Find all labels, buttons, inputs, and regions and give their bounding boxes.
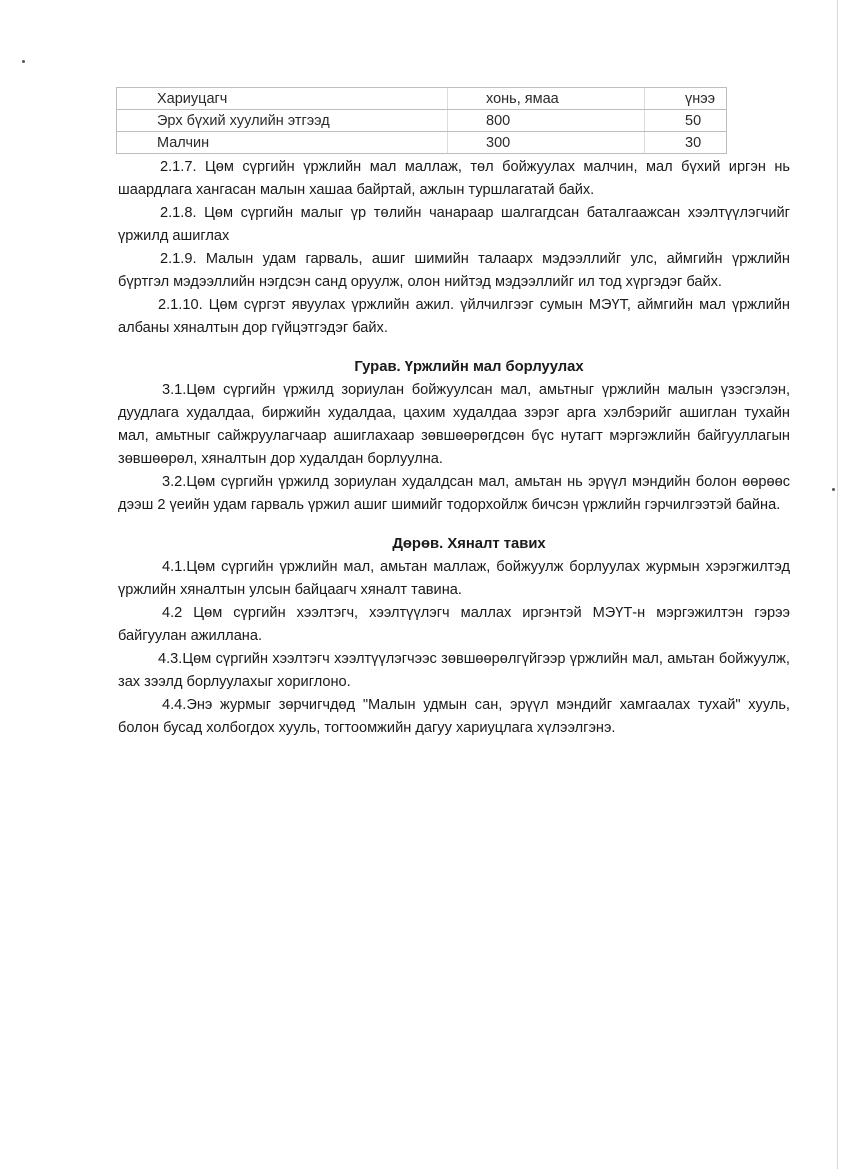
rates-table [116, 87, 727, 154]
table-cell: 30 [645, 132, 727, 154]
table-cell: Малчин [117, 132, 448, 154]
paragraph-3-1: 3.1.Цөм сүргийн үржилд зориулан бойжуулсан мал, амьтныг үржлийн малын үзэсгэлэн, дуудлага худалдаа, биржийн худалдаа, цахим худалдаа зэрэг арга хэлбэрийг ашиглан тухайн мал, амьтныг сайжруулагчаар ашиглахаар зөвшөөрөгдсөн бүс нутагт мэргэжлийн байгууллагын зөвшөөрөл, хяналтын дор худалдан борлуулна. [118, 382, 790, 467]
paragraph-4-2: 4.2 Цөм сүргийн хээлтэгч, хээлтүүлэгч маллах иргэнтэй МЭҮТ-н мэргэжилтэн гэрээ байгуулан ажиллана. [118, 605, 790, 644]
paragraph-4-4: 4.4.Энэ журмыг зөрчигчдөд "Малын удмын сан, эрүүл мэндийг хамгаалах тухай" хууль, болон бусад холбогдох хууль, тогтоомжийн дагуу хариуцлага хүлээлгэнэ. [118, 697, 790, 736]
scan-speck [22, 60, 25, 63]
table-cell: Хариуцагч [117, 88, 448, 110]
table-cell: үнээ [645, 88, 727, 110]
paragraph-4-1: 4.1.Цөм сүргийн үржлийн мал, амьтан маллаж, бойжуулж борлуулах журмын хэрэгжилтэд үржлийн хяналтын улсын байцаагч хяналт тавина. [118, 559, 790, 598]
paragraph-2-1-7: 2.1.7. Цөм сүргийн үржлийн мал маллаж, төл бойжуулах малчин, мал бүхий иргэн нь шаардлага хангасан малын хашаа байртай, ажлын туршлагатай байх. [118, 159, 790, 198]
table-row [117, 110, 727, 132]
table-cell: хонь, ямаа [448, 88, 645, 110]
table-row [117, 88, 727, 110]
paragraph-3-2: 3.2.Цөм сүргийн үржилд зориулан худалдсан мал, амьтан нь эрүүл мэндийн болон өөрөөс дээш 2 үеийн удам гарваль үржил ашиг шимийг тодорхойлж бичсэн үржлийн гэрчилгээтэй байна. [118, 474, 790, 513]
section-3-heading: Гурав. Үржлийн мал борлуулах [354, 359, 584, 375]
table-cell: 800 [448, 110, 645, 132]
paragraph-2-1-10: 2.1.10. Цөм сүргэт явуулах үржлийн ажил. үйлчилгээг сумын МЭҮТ, аймгийн мал үржлийн албаны хяналтын дор гүйцэтгэдэг байх. [118, 297, 790, 336]
paragraph-2-1-9: 2.1.9. Малын удам гарваль, ашиг шимийн талаарх мэдээллийг улс, аймгийн үржлийн бүртгэл мэдээллийн нэгдсэн санд оруулж, олон нийтэд мэдээллийг ил тод хүргэдэг байх. [118, 251, 790, 290]
table-cell: 50 [645, 110, 727, 132]
section-4-heading: Дөрөв. Хяналт тавих [392, 536, 546, 552]
table-cell: Эрх бүхий хуулийн этгээд [117, 110, 448, 132]
document-body [118, 156, 790, 740]
paragraph-2-1-8: 2.1.8. Цөм сүргийн малыг үр төлийн чанараар шалгагдсан баталгаажсан хээлтүүлэгчийг үржилд ашиглах [118, 205, 790, 244]
paragraph-4-3: 4.3.Цөм сүргийн хээлтэгч хээлтүүлэгчээс зөвшөөрөлгүйгээр үржлийн мал, амьтан бойжуулж, зах зээлд борлуулахыг хориглоно. [118, 651, 790, 690]
scan-speck [832, 488, 835, 491]
scan-edge-line [837, 0, 838, 1169]
table-cell: 300 [448, 132, 645, 154]
table-row [117, 132, 727, 154]
